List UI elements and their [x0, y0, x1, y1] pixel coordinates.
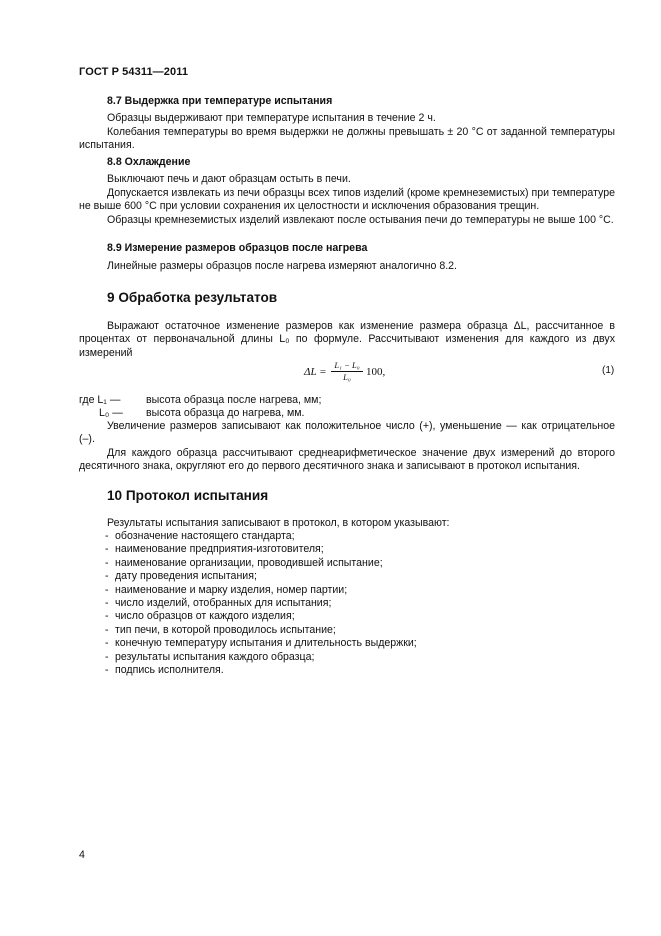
section-9-intro-block: [79, 320, 615, 360]
formula-lhs: ΔL =: [304, 366, 327, 378]
list-dash: -: [105, 664, 109, 677]
formula-1: [304, 360, 624, 388]
list-item-text: число образцов от каждого изделия;: [115, 610, 295, 623]
legend-row-2: [79, 407, 615, 420]
list-item-text: наименование организации, проводившей испытание;: [115, 556, 383, 569]
formula-number: (1): [602, 365, 615, 376]
legend-symbol-1: где L₁ —: [79, 394, 121, 406]
section-8-9: [79, 242, 615, 274]
section-8-8-para-2: Допускается извлекать из печи образцы всех типов изделий (кроме кремнеземистых) при температуре не выше 600 °С при условии сохранения их целостности и исключения образования трещин.: [79, 186, 616, 213]
section-8-7-para-2: Колебания температуры во время выдержки не должны превышать ± 20 °С от заданной температуры испытания.: [79, 125, 615, 152]
list-item-text: конечную температуру испытания и длительность выдержки;: [115, 637, 417, 650]
list-dash: -: [105, 637, 109, 650]
section-8-7-para-1: Образцы выдерживают при температуре испытания в течение 2 ч.: [107, 112, 436, 125]
section-9-para-2: Увеличение размеров записывают как положительное число (+), уменьшение — как отрицательное (–).: [79, 420, 615, 446]
list-item-text: наименование и марку изделия, номер партии;: [115, 583, 348, 596]
document-code: ГОСТ Р 54311—2011: [79, 66, 189, 78]
list-dash: -: [105, 623, 109, 636]
formula-legend: [79, 394, 615, 420]
formula-denominator: L₀: [343, 372, 351, 382]
list-item-text: наименование предприятия-изготовителя;: [115, 543, 324, 556]
section-8-8-para-1: Выключают печь и дают образцам остыть в печи.: [107, 173, 351, 186]
list-dash: -: [105, 650, 109, 663]
section-8-8-para-3: Образцы кремнеземистых изделий извлекают после остывания печи до температуры не выше 100 °С.: [107, 213, 614, 226]
list-item: [79, 543, 615, 556]
section-8-9-para-1: Линейные размеры образцов после нагрева измеряют аналогично 8.2.: [107, 260, 457, 273]
section-9-title: 9 Обработка результатов: [107, 290, 278, 305]
section-9-para-3: Для каждого образца рассчитывают среднеарифметическое значение двух измерений до второго десятичного знака, округляют его до первого десятичного знака и записывают в протокол испытания.: [79, 446, 615, 473]
section-8-7-title: 8.7 Выдержка при температуре испытания: [107, 95, 333, 107]
section-9-heading-block: [79, 289, 615, 306]
list-item: [79, 624, 615, 637]
legend-row-1: [79, 394, 615, 407]
section-10-intro: Результаты испытания записывают в протокол, в котором указывают:: [107, 517, 450, 529]
section-8-7: [79, 95, 615, 153]
list-dash: -: [105, 610, 109, 623]
section-8-8: [79, 156, 615, 227]
section-10-intro-block: [79, 517, 615, 530]
section-9-body: [79, 420, 615, 474]
list-dash: -: [105, 556, 109, 569]
legend-symbol-2: L₀ —: [99, 407, 123, 419]
legend-text-1: высота образца после нагрева, мм;: [146, 394, 322, 406]
list-item-text: тип печи, в которой проводилось испытание;: [115, 623, 336, 636]
section-10-heading-block: [79, 487, 615, 504]
list-dash: -: [105, 583, 109, 596]
list-dash: -: [105, 570, 109, 583]
list-item: [79, 570, 615, 583]
list-item-text: число изделий, отобранных для испытания;: [115, 597, 332, 610]
list-item-text: результаты испытания каждого образца;: [115, 650, 315, 663]
list-item: [79, 557, 615, 570]
page-number: 4: [79, 849, 85, 861]
section-10-title: 10 Протокол испытания: [107, 488, 269, 503]
section-8-9-title: 8.9 Измерение размеров образцов после нагрева: [107, 242, 368, 254]
formula-fraction: [330, 360, 364, 383]
formula-numerator: L₁ − L₀: [334, 360, 360, 370]
list-item: [79, 584, 615, 597]
legend-text-2: высота образца до нагрева, мм.: [146, 407, 305, 419]
list-item: [79, 610, 615, 623]
list-item-text: подпись исполнителя.: [115, 664, 224, 677]
list-item: [79, 637, 615, 650]
protocol-items-list: [79, 530, 615, 677]
list-item: [79, 530, 615, 543]
list-item: [79, 597, 615, 610]
list-dash: -: [105, 597, 109, 610]
list-item-text: обозначение настоящего стандарта;: [115, 530, 295, 542]
section-9-para-1: Выражают остаточное изменение размеров как изменение размера образца ΔL, рассчитанное в процентах от первоначальной длины L₀ по формуле. Рассчитывают изменения для каждого из двух измерений: [79, 320, 615, 359]
section-8-8-title: 8.8 Охлаждение: [107, 156, 191, 168]
formula-tail: 100,: [366, 366, 386, 378]
list-item-text: дату проведения испытания;: [115, 570, 257, 583]
list-item: [79, 664, 615, 677]
list-dash: -: [105, 530, 109, 542]
list-dash: -: [105, 543, 109, 556]
list-item: [79, 651, 615, 664]
